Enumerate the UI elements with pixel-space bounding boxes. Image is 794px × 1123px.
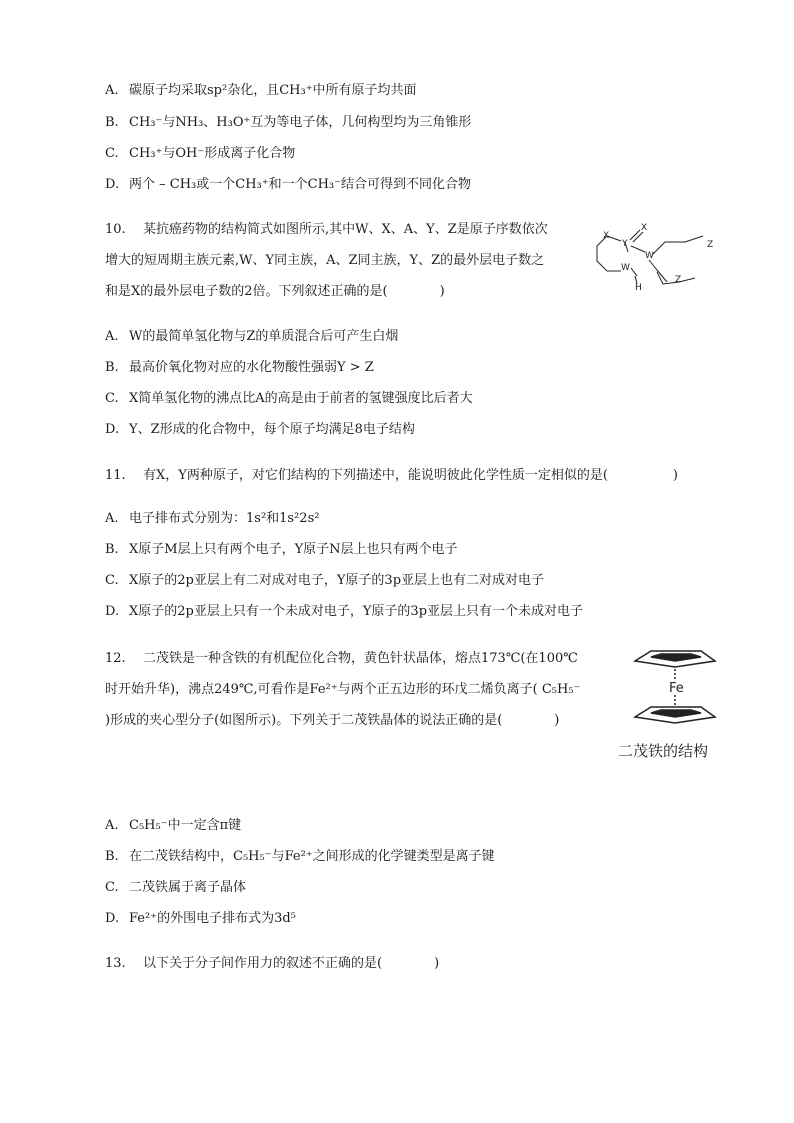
q12-option-d: D. Fe²⁺的外围电子排布式为3d⁵	[105, 911, 296, 926]
q12-stem-line-2: 时开始升华)，沸点249℃,可看作是Fe²⁺与两个正五边形的环戊二烯负离子( C₅H₅⁻	[105, 682, 581, 697]
q10-option-b: B. 最高价氧化物对应的水化物酸性强弱Y > Z	[105, 360, 374, 375]
q9-option-b: B. CH₃⁻与NH₃、H₃O⁺互为等电子体，几何构型均为三角锥形	[105, 115, 472, 130]
q9-option-d: D. 两个 – CH₃或一个CH₃⁺和一个CH₃⁻结合可得到不同化合物	[105, 177, 471, 192]
q12-stem-line-3: )形成的夹心型分子(如图所示)。下列关于二茂铁晶体的说法正确的是( )	[105, 713, 560, 728]
label-z2: Z	[675, 275, 682, 285]
q11-option-d: D. X原子的2p亚层上只有一个未成对电子，Y原子的3p亚层上只有一个未成对电子	[105, 604, 584, 619]
label-y: Y	[622, 239, 628, 249]
q11-option-b: B. X原子M层上只有两个电子，Y原子N层上也只有两个电子	[105, 542, 458, 557]
ferrocene-caption: 二茂铁的结构	[618, 742, 709, 760]
q13-stem: 13. 以下关于分子间作用力的叙述不正确的是( )	[105, 956, 440, 971]
q10-stem-line-3: 和是X的最外层电子数的2倍。下列叙述正确的是( )	[105, 284, 445, 299]
fe-label: Fe	[669, 681, 684, 696]
q11-option-a: A. 电子排布式分别为：1s²和1s²2s²	[105, 511, 320, 526]
label-h: H	[635, 283, 642, 293]
label-w2: W	[621, 263, 630, 273]
q11-option-c: C. X原子的2p亚层上有二对成对电子，Y原子的3p亚层上也有二对成对电子	[105, 573, 545, 588]
label-x1: X	[603, 231, 610, 241]
q12-option-b: B. 在二茂铁结构中，C₅H₅⁻与Fe²⁺之间形成的化学键类型是离子键	[105, 849, 495, 864]
q10-option-d: D. Y、Z形成的化合物中，每个原子均满足8电子结构	[105, 422, 415, 437]
q9-option-a: A. 碳原子均采取sp²杂化，且CH₃⁺中所有原子均共面	[105, 83, 417, 98]
q11-stem: 11. 有X，Y两种原子，对它们结构的下列描述中，能说明彼此化学性质一定相似的是( )	[105, 468, 678, 483]
q10-option-c: C. X简单氢化物的沸点比A的高是由于前者的氢键强度比后者大	[105, 391, 473, 406]
q9-option-c: C. CH₃⁺与OH⁻形成离子化合物	[105, 146, 296, 161]
q10-structure-diagram	[585, 218, 730, 293]
q12-option-c: C. 二茂铁属于离子晶体	[105, 880, 247, 895]
q10-stem-line-2: 增大的短周期主族元素,W、Y同主族，A、Z同主族，Y、Z的最外层电子数之	[105, 253, 545, 268]
q10-stem-line-1: 10. 某抗癌药物的结构简式如图所示,其中W、X、A、Y、Z是原子序数依次	[105, 222, 548, 237]
q12-option-a: A. C₅H₅⁻中一定含π键	[105, 818, 242, 833]
q12-stem-line-1: 12. 二茂铁是一种含铁的有机配位化合物，黄色针状晶体，熔点173℃(在100℃	[105, 651, 578, 666]
q10-option-a: A. W的最简单氢化物与Z的单质混合后可产生白烟	[105, 329, 399, 344]
label-z1: Z	[707, 240, 714, 250]
label-x2: X	[641, 223, 648, 233]
ferrocene-diagram	[625, 645, 725, 725]
label-w1: W	[645, 251, 654, 261]
